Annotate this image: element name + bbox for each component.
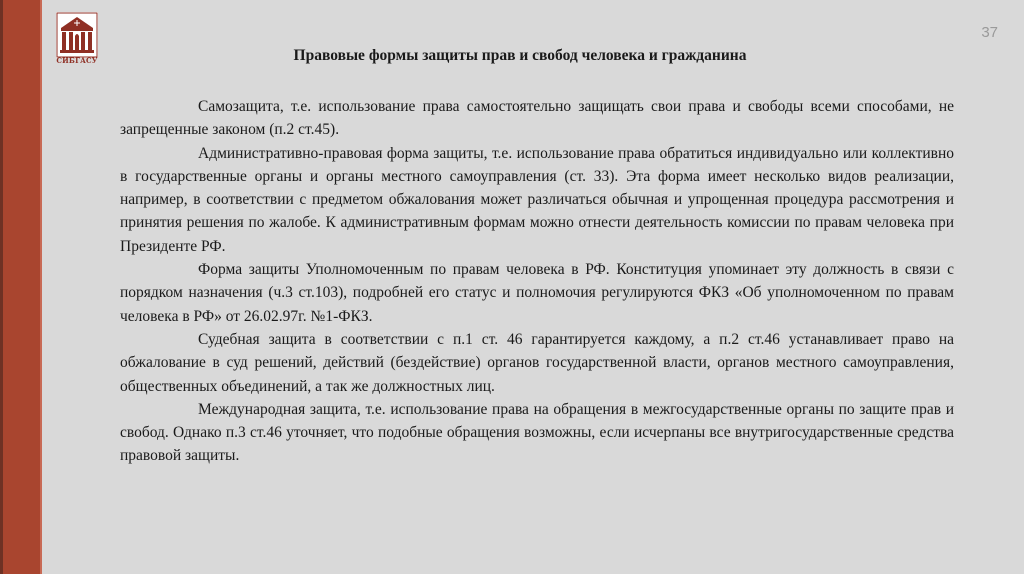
page-number: 37 xyxy=(981,24,998,41)
paragraph-self-defense: Самозащита, т.е. использование права самостоятельно защищать свои права и свободы всеми способами, не запрещенные законом (п.2 ст.45). xyxy=(120,98,954,139)
logo-caption: СИБГАСУ xyxy=(56,56,98,65)
slide-title: Правовые формы защиты прав и свобод человека и гражданина xyxy=(293,47,747,64)
left-decorative-stripe xyxy=(3,0,40,574)
paragraph-international-defense: Международная защита, т.е. использование права на обращения в межгосударственные органы по защите прав и свобод. Однако п.3 ст.46 уточняет, что подобные обращения возможны, если исчерпаны все внутригосударственные средства правовой защиты. xyxy=(120,400,954,465)
building-emblem-icon xyxy=(56,12,98,58)
paragraph-judicial-defense: Судебная защита в соответствии с п.1 ст. 46 гарантируется каждому, а п.2 ст.46 устанавливает право на обжалование в суд решений, действий (бездействие) органов государственной власти, органов местного самоуправления, общественных объединений, а так же должностных лиц. xyxy=(120,330,954,395)
left-decorative-stripe-highlight xyxy=(40,0,42,574)
paragraph-ombudsman-defense: Форма защиты Уполномоченным по правам человека в РФ. Конституция упоминает эту должность в связи с порядком назначения (ч.3 ст.103), подробней его статус и полномочия регулируются ФКЗ «Об уполномоченном по правам человека в РФ» от 26.02.97г. №1-ФКЗ. xyxy=(120,261,954,325)
paragraph-administrative-defense: Административно-правовая форма защиты, т.е. использование права обратиться индивидуально или коллективно в государственные органы и органы местного самоуправления (ст. 33). Эта форма имеет несколько видов реализации, например, в соответствии с предметом обжалования может различаться обычная и упрощенная процедура рассмотрения и принятия решения по жалобе. К административным формам можно отнести деятельность комиссии по правам человека при Президенте РФ. xyxy=(120,144,954,255)
slide-body xyxy=(120,95,954,468)
